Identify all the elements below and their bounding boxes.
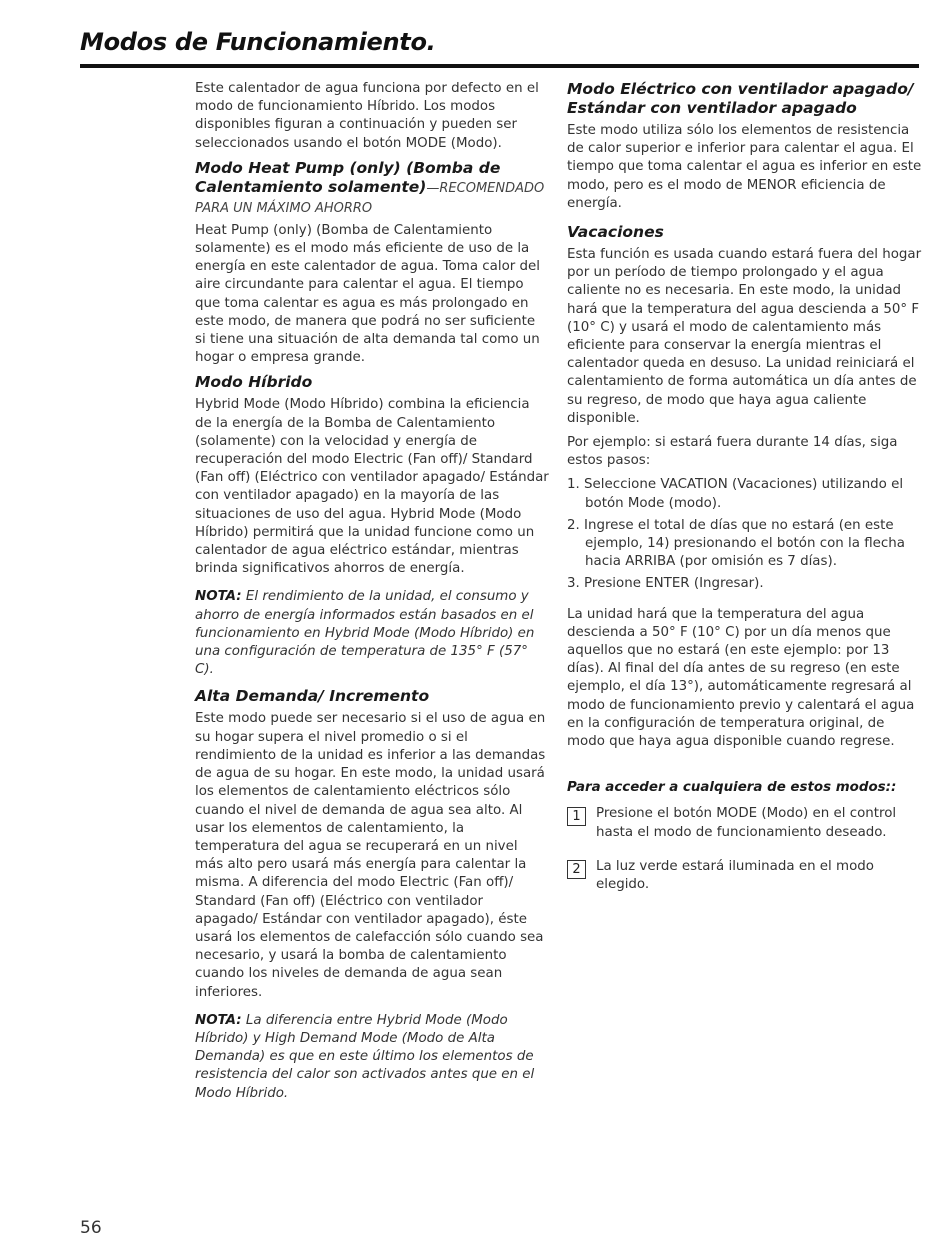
- hybrid-note-label: NOTA:: [195, 589, 242, 605]
- heat-pump-body: Heat Pump (only) (Bomba de Calentamiento solamente) es el modo más eficiente de uso de la energía en este calentador de agua. Toma calor del aire circundante para calentar el agua. El tiempo que toma calentar es agua es más prolongado en este modo, de manera que podrá no ser suficiente si tiene una situación de alta demanda tal como un hogar o empresa grande.: [195, 222, 540, 366]
- page-number: 56: [80, 1218, 102, 1238]
- access-step-1: [567, 805, 922, 841]
- heat-pump-recommendation: —RECOMENDADO PARA UN MÁXIMO AHORRO: [195, 180, 545, 216]
- heat-pump-heading: Modo Heat Pump (only) (Bomba de Calentamiento solamente)—RECOMENDADO PARA UN MÁXIMO AHORRO: [195, 158, 545, 216]
- high-demand-note: NOTA: La diferencia entre Hybrid Mode (Modo Híbrido) y High Demand Mode (Modo de Alta Demanda) es que en este último los elementos de resistencia del calor son activados antes que en el Modo Híbrido.: [195, 1012, 535, 1101]
- high-demand-note-label: NOTA:: [195, 1012, 242, 1028]
- step-number-box: 1: [567, 807, 586, 826]
- page-title: Modos de Funcionamiento.: [80, 28, 436, 56]
- vacation-example-intro: Por ejemplo: si estará fuera durante 14 días, siga estos pasos:: [567, 435, 898, 469]
- vacation-body: Esta función es usada cuando estará fuera del hogar por un período de tiempo prolongado y el agua caliente no es necesaria. En este modo, la unidad hará que la temperatura del agua descienda a 50° F (10° C) y usará el modo de calentamiento más eficiente para conservar la energía mientras el calentador queda en desuso. La unidad reiniciará el calentamiento de forma automática un día antes de su regreso, de modo que haya agua caliente disponible.: [567, 247, 922, 426]
- list-item: 3. Presione ENTER (Ingresar).: [567, 576, 764, 592]
- hybrid-body: Hybrid Mode (Modo Híbrido) combina la eficiencia de la energía de la Bomba de Calentamiento (solamente) con la velocidad y energía de recuperación del modo Electric (Fan off)/ Standard (Fan off) (Eléctrico con ventilador apagado/ Estándar con ventilador apagado) en la mayoría de las situaciones de uso del agua. Hybrid Mode (Modo Híbrido) permitirá que la unidad funcione como un calentador de agua eléctrico estándar, mientras brinda significativos ahorros de energía.: [195, 397, 549, 577]
- electric-body: Este modo utiliza sólo los elementos de resistencia de calor superior e inferior para calentar el agua. El tiempo que toma calentar el agua es inferior en este modo, pero es el modo de MENOR eficiencia de energía.: [567, 123, 922, 211]
- right-column: [567, 80, 922, 910]
- title-rule: [80, 64, 919, 68]
- intro-paragraph: Este calentador de agua funciona por defecto en el modo de funcionamiento Híbrido. Los modos disponibles figuran a continuación y pueden ser seleccionados usando el botón MODE (Modo).: [195, 81, 539, 151]
- hybrid-note: NOTA: El rendimiento de la unidad, el consumo y ahorro de energía informados están basados en el funcionamiento en Hybrid Mode (Modo Híbrido) en una configuración de temperatura de 135° F (57° C).: [195, 589, 535, 678]
- step-number-box: 2: [567, 860, 586, 879]
- electric-heading: Modo Eléctrico con ventilador apagado/ Estándar con ventilador apagado: [567, 80, 914, 117]
- access-heading: Para acceder a cualquiera de estos modos::: [567, 780, 897, 796]
- left-column: [195, 80, 550, 1111]
- high-demand-heading: Alta Demanda/ Incremento: [195, 687, 430, 706]
- vacation-steps: [567, 476, 922, 593]
- list-item: 1. Seleccione VACATION (Vacaciones) utilizando el botón Mode (modo).: [567, 477, 904, 511]
- step-text: Presione el botón MODE (Modo) en el control hasta el modo de funcionamiento deseado.: [596, 806, 897, 840]
- list-item: 2. Ingrese el total de días que no estará (en este ejemplo, 14) presionando el botón con la flecha hacia ARRIBA (por omisión es 7 días).: [567, 517, 905, 570]
- step-text: La luz verde estará iluminada en el modo elegido.: [596, 858, 874, 892]
- hybrid-heading: Modo Híbrido: [195, 373, 313, 392]
- vacation-heading: Vacaciones: [567, 223, 664, 242]
- access-step-2: [567, 858, 922, 894]
- high-demand-body: Este modo puede ser necesario si el uso de agua en su hogar supera el nivel promedio o si el rendimiento de la unidad es inferior a las demandas de agua de su hogar. En este modo, la unidad usará los elementos de calentamiento eléctricos sólo cuando el nivel de demanda de agua sea alto. Al usar los elementos de calentamiento, la temperatura del agua se recuperará en un nivel más alto pero usará más energía para calentar la misma. A diferencia del modo Electric (Fan off)/ Standard (Fan off) (Eléctrico con ventilador apagado/ Estándar con ventilador apagado), éste usará los elementos de calefacción sólo cuando sea necesario, y usará la bomba de calentamiento cuando los niveles de demanda de agua sean inferiores.: [195, 711, 546, 1000]
- vacation-closing: La unidad hará que la temperatura del agua descienda a 50° F (10° C) por un día menos que aquellos que no estará (en este ejemplo: por 13 días). Al final del día antes de su regreso (en este ejemplo, el día 13°), automáticamente regresará al modo de funcionamiento previo y calentará el agua en la configuración de temperatura original, de modo que haya agua disponible cuando regrese.: [567, 606, 915, 750]
